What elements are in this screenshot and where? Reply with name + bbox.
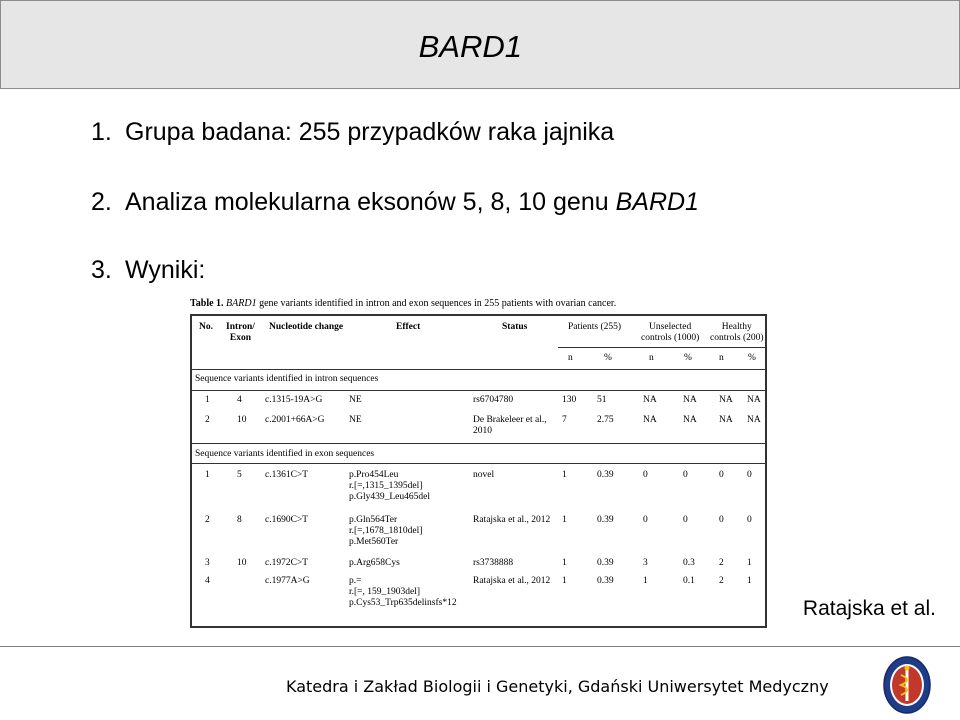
section-intron: Sequence variants identified in intron sequences bbox=[195, 374, 379, 384]
title-bar bbox=[0, 0, 960, 89]
gene-name: BARD1 bbox=[615, 188, 699, 216]
cell-status: novel bbox=[473, 470, 495, 480]
list-number: 3. bbox=[91, 256, 112, 284]
list-item-2 bbox=[91, 188, 699, 217]
row-divider bbox=[192, 463, 765, 464]
header-n: n bbox=[568, 353, 573, 363]
cell-un: 3 bbox=[643, 558, 648, 568]
cell-up: 0.1 bbox=[683, 576, 695, 586]
cell-hn: NA bbox=[719, 395, 733, 405]
university-logo-icon bbox=[882, 655, 932, 715]
cell-status: De Brakeleer et al., 2010 bbox=[473, 415, 547, 436]
list-text: Wyniki: bbox=[125, 256, 206, 284]
list-number: 1. bbox=[91, 118, 112, 146]
cell-pp: 0.39 bbox=[597, 470, 614, 480]
cell-up: 0 bbox=[683, 470, 688, 480]
cell-effect: p.Gln564Ter r.[=,1678_1810del] p.Met560Ter bbox=[349, 515, 423, 547]
list-item-1 bbox=[91, 118, 614, 147]
cell-ie: 10 bbox=[237, 415, 247, 425]
header-healthy: Healthy controls (200) bbox=[710, 322, 764, 343]
cell-status: Ratajska et al., 2012 bbox=[473, 576, 551, 586]
list-text: Grupa badana: 255 przypadków raka jajnika bbox=[125, 118, 615, 146]
list-number: 2. bbox=[91, 188, 112, 216]
cell-pp: 2.75 bbox=[597, 415, 614, 425]
cell-effect: p.Arg658Cys bbox=[349, 558, 400, 568]
row-divider bbox=[192, 390, 765, 391]
header-no: No. bbox=[199, 322, 213, 332]
cell-pp: 0.39 bbox=[597, 576, 614, 586]
cell-hn: NA bbox=[719, 415, 733, 425]
cell-hn: 0 bbox=[719, 515, 724, 525]
cell-pn: 130 bbox=[562, 395, 577, 405]
cell-hp: 0 bbox=[747, 515, 752, 525]
cell-un: 0 bbox=[643, 470, 648, 480]
cell-ie: 8 bbox=[237, 515, 242, 525]
header-status: Status bbox=[502, 322, 528, 332]
row-divider bbox=[192, 443, 765, 444]
footer-text: Katedra i Zakład Biologii i Genetyki, Gdański Uniwersytet Medyczny bbox=[286, 677, 829, 696]
cell-pn: 1 bbox=[562, 470, 567, 480]
cell-ie: 4 bbox=[237, 395, 242, 405]
variants-table bbox=[190, 314, 767, 628]
header-intron-exon: Intron/ Exon bbox=[226, 322, 255, 343]
cell-hp: 1 bbox=[747, 558, 752, 568]
header-divider bbox=[558, 347, 765, 348]
caption-gene: BARD1 bbox=[226, 298, 257, 309]
cell-hp: 1 bbox=[747, 576, 752, 586]
cell-status: Ratajska et al., 2012 bbox=[473, 515, 551, 525]
header-nucleotide: Nucleotide change bbox=[269, 322, 344, 332]
caption-label: Table 1. bbox=[190, 298, 224, 309]
caption-text: gene variants identified in intron and exon sequences in 255 patients with ovarian cancer. bbox=[259, 298, 617, 309]
cell-hn: 2 bbox=[719, 576, 724, 586]
cell-hp: NA bbox=[747, 415, 761, 425]
cell-status: rs3738888 bbox=[473, 558, 514, 568]
cell-un: NA bbox=[643, 395, 657, 405]
cell-no: 1 bbox=[205, 470, 210, 480]
list-text: Analiza molekularna eksonów 5, 8, 10 genu bbox=[125, 188, 616, 216]
header-pct: % bbox=[748, 353, 756, 363]
header-n: n bbox=[719, 353, 724, 363]
header-pct: % bbox=[604, 353, 612, 363]
cell-pn: 1 bbox=[562, 558, 567, 568]
cell-nuc: c.1977A>G bbox=[265, 576, 310, 586]
footer-divider bbox=[0, 646, 960, 647]
cell-pn: 1 bbox=[562, 515, 567, 525]
cell-pp: 0.39 bbox=[597, 515, 614, 525]
cell-hp: NA bbox=[747, 395, 761, 405]
cell-ie: 10 bbox=[237, 558, 247, 568]
row-divider bbox=[192, 369, 765, 370]
header-pct: % bbox=[684, 353, 692, 363]
cell-ie: 5 bbox=[237, 470, 242, 480]
cell-hp: 0 bbox=[747, 470, 752, 480]
cell-nuc: c.1690C>T bbox=[265, 515, 309, 525]
section-exon: Sequence variants identified in exon sequences bbox=[195, 449, 375, 459]
cell-nuc: c.1315-19A>G bbox=[265, 395, 323, 405]
header-effect: Effect bbox=[396, 322, 421, 332]
cell-pn: 7 bbox=[562, 415, 567, 425]
cell-pp: 0.39 bbox=[597, 558, 614, 568]
cell-effect: p.= r.[=, 159_1903del] p.Cys53_Trp635delinsfs*12 bbox=[349, 576, 457, 608]
cell-no: 2 bbox=[205, 415, 210, 425]
cell-hn: 0 bbox=[719, 470, 724, 480]
cell-up: NA bbox=[683, 415, 697, 425]
list-item-3 bbox=[91, 256, 205, 285]
cell-up: 0 bbox=[683, 515, 688, 525]
cell-nuc: c.1972C>T bbox=[265, 558, 309, 568]
slide-title: BARD1 bbox=[418, 29, 522, 64]
cell-effect: NE bbox=[349, 415, 362, 425]
header-n: n bbox=[649, 353, 654, 363]
table-caption bbox=[190, 298, 616, 309]
cell-un: 1 bbox=[643, 576, 648, 586]
cell-effect: p.Pro454Leu r.[=,1315_1395del] p.Gly439_Leu465del bbox=[349, 470, 431, 502]
cell-no: 3 bbox=[205, 558, 210, 568]
cell-up: 0.3 bbox=[683, 558, 695, 568]
cell-effect: NE bbox=[349, 395, 362, 405]
citation: Ratajska et al. bbox=[802, 597, 936, 620]
cell-no: 1 bbox=[205, 395, 210, 405]
cell-nuc: c.2001+66A>G bbox=[265, 415, 325, 425]
cell-no: 2 bbox=[205, 515, 210, 525]
header-unselected: Unselected controls (1000) bbox=[641, 322, 700, 343]
cell-status: rs6704780 bbox=[473, 395, 514, 405]
header-patients: Patients (255) bbox=[568, 322, 622, 332]
cell-up: NA bbox=[683, 395, 697, 405]
cell-hn: 2 bbox=[719, 558, 724, 568]
cell-pn: 1 bbox=[562, 576, 567, 586]
cell-pp: 51 bbox=[597, 395, 607, 405]
cell-no: 4 bbox=[205, 576, 210, 586]
cell-un: 0 bbox=[643, 515, 648, 525]
cell-un: NA bbox=[643, 415, 657, 425]
cell-nuc: c.1361C>T bbox=[265, 470, 309, 480]
